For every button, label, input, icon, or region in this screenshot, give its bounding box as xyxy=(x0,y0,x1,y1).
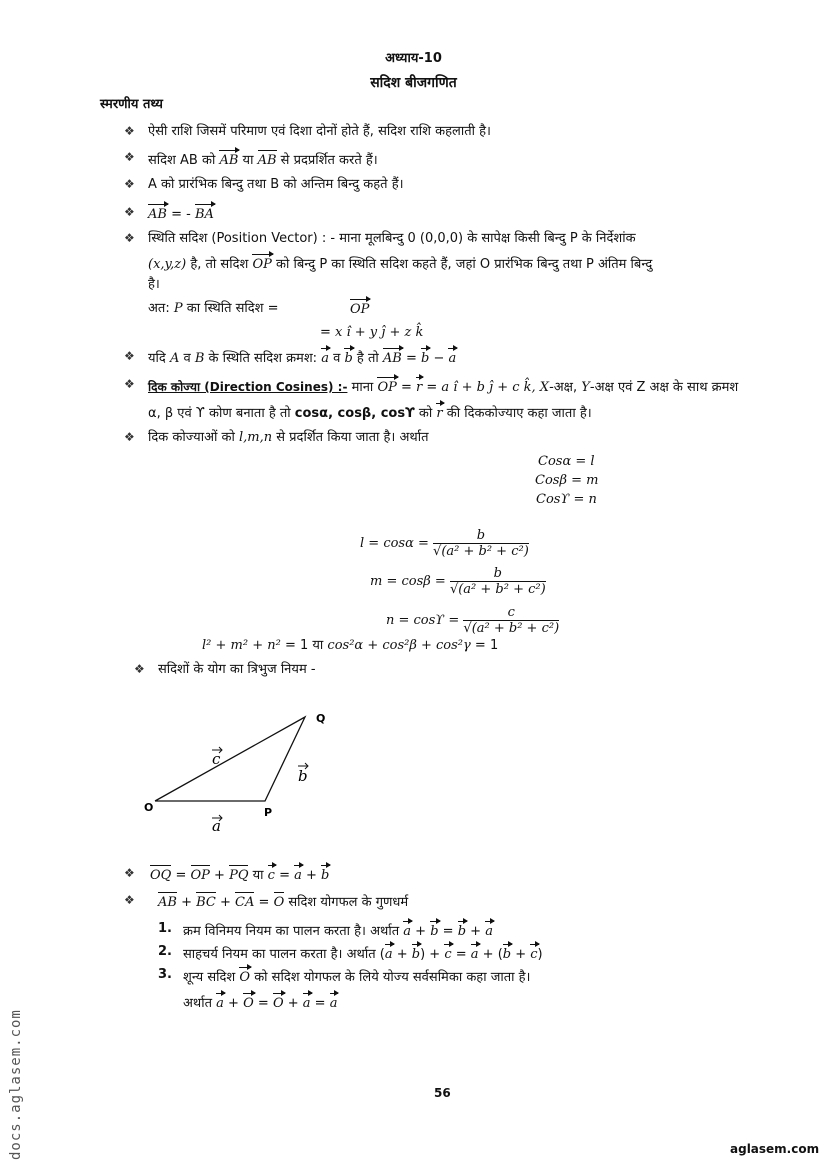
term-heading: दिक कोज्या (Direction Cosines) :- xyxy=(148,380,348,394)
text: को बिन्दु P का स्थिति सदिश कहते हैं, जहां O प्रारंभिक बिन्दु तथा P अंतिम बिन्दु xyxy=(271,257,653,272)
math-expression: a î + b ĵ + c k̂, X xyxy=(441,380,550,395)
svg-text:b: b xyxy=(298,767,308,785)
text: क्रम विनिमय नियम का पालन करता है। अर्थात xyxy=(183,924,404,939)
triangle-law-heading xyxy=(158,661,316,679)
text: + xyxy=(392,947,412,962)
bullet-icon: ❖ xyxy=(124,205,135,219)
text: + xyxy=(209,868,230,883)
bullet-icon: ❖ xyxy=(124,177,135,191)
vector-symbol: a xyxy=(216,992,224,1013)
site-footer: aglasem.com xyxy=(730,1142,820,1156)
vector-symbol: c xyxy=(444,943,451,964)
triangle-law-diagram xyxy=(130,700,350,840)
svg-text:c: c xyxy=(212,750,221,768)
text: को xyxy=(414,406,437,421)
text: है तो xyxy=(352,351,383,366)
vector-symbol: a xyxy=(485,920,493,941)
text: A को प्रारंभिक बिन्दु तथा B को अन्तिम बिन्दु कहते हैं। xyxy=(148,177,404,192)
bullet-icon: ❖ xyxy=(124,349,135,363)
math-expression: l,m,n xyxy=(238,430,273,445)
math-expression: cosα, cosβ, cosϒ xyxy=(294,406,415,421)
text: + xyxy=(466,924,486,939)
text: की दिककोज्याए कहा जाता है। xyxy=(442,406,592,421)
text: = xyxy=(310,996,330,1011)
math-expression: Cosα = l xyxy=(538,454,595,469)
text: के स्थिति सदिश क्रमश: xyxy=(204,351,322,366)
label-q: Q xyxy=(316,712,326,725)
vector-symbol: b xyxy=(503,943,511,964)
math-expression: cos²α + cos²β + cos²γ xyxy=(327,638,471,653)
text: दिक कोज्याओं को xyxy=(148,430,239,445)
fact-scalar-vector xyxy=(148,123,491,141)
text: माना xyxy=(347,380,378,395)
vector-symbol: r xyxy=(416,376,422,397)
fact-oq-sum xyxy=(150,864,329,885)
vector-symbol: OQ xyxy=(150,864,171,885)
vector-symbol: a xyxy=(471,943,479,964)
math-expression: Cosϒ = n xyxy=(536,492,597,507)
fact-position-vector xyxy=(148,230,636,248)
vector-a-label xyxy=(212,815,222,835)
vector-symbol: AB xyxy=(383,347,402,368)
text: शून्य सदिश xyxy=(183,970,240,985)
math-expression: x î + y ĵ + z k̂ xyxy=(335,325,424,340)
math-expression: Cosβ = m xyxy=(535,473,599,488)
property-identity xyxy=(183,966,530,987)
fact-position-vector-cont xyxy=(148,253,652,274)
vector-symbol: b xyxy=(421,347,429,368)
text: = xyxy=(396,380,417,395)
text: = xyxy=(320,325,336,340)
text: है। xyxy=(148,277,160,292)
vector-symbol: AB xyxy=(158,891,177,912)
vector-b-label xyxy=(298,763,308,785)
page-number: 56 xyxy=(434,1086,451,1100)
fact-lmn xyxy=(148,429,429,447)
text: ) xyxy=(537,947,543,962)
text: = 1 या xyxy=(280,638,328,653)
vector-symbol: BC xyxy=(196,891,216,912)
vector-symbol: r xyxy=(436,402,442,423)
fact-vector-notation xyxy=(148,149,378,170)
bullet-icon: ❖ xyxy=(124,150,135,164)
text: + xyxy=(176,895,197,910)
text: व xyxy=(328,351,345,366)
text: व xyxy=(179,351,195,366)
bullet-icon: ❖ xyxy=(124,893,135,907)
fact-ab-difference xyxy=(148,347,456,368)
text: + ( xyxy=(478,947,503,962)
fraction-m: m = cosβ = $\frac{b}{\text{√(a² + b² + c²)}}$ xyxy=(370,566,546,597)
text: + xyxy=(301,868,322,883)
section-heading: स्मरणीय तथ्य xyxy=(100,97,163,112)
text: या xyxy=(238,153,258,168)
triangle-shape xyxy=(155,717,305,801)
text: = xyxy=(274,868,295,883)
vector-symbol: AB xyxy=(258,149,277,170)
vector-symbol: OP xyxy=(350,298,369,319)
text: साहचर्य नियम का पालन करता है। अर्थात ( xyxy=(183,947,385,962)
vector-symbol: c xyxy=(268,864,275,885)
label-o: O xyxy=(144,801,154,814)
vector-symbol: a xyxy=(330,992,338,1013)
text: = xyxy=(401,351,421,366)
bullet-icon: ❖ xyxy=(124,377,135,391)
vector-symbol: b xyxy=(430,920,438,941)
vector-symbol: O xyxy=(243,992,254,1013)
text: सदिश AB को xyxy=(148,153,220,168)
chapter-title: सदिश बीजगणित xyxy=(370,75,457,91)
text: या xyxy=(248,868,268,883)
math-expression: A xyxy=(169,351,180,366)
text: − xyxy=(429,351,449,366)
text: = xyxy=(438,924,458,939)
label-p: P xyxy=(264,806,273,819)
bullet-icon: ❖ xyxy=(124,430,135,444)
math-expression: P xyxy=(173,301,183,316)
bullet-icon: ❖ xyxy=(134,662,145,676)
text: + xyxy=(283,996,303,1011)
vector-symbol: BA xyxy=(195,203,214,224)
text: = xyxy=(422,380,442,395)
vector-symbol: OP xyxy=(377,376,396,397)
vector-symbol: OP xyxy=(252,253,271,274)
text: α, β एवं ϒ कोण बनाता है तो xyxy=(148,406,295,421)
vector-symbol: a xyxy=(321,347,329,368)
vector-symbol: b xyxy=(321,864,329,885)
vector-symbol: a xyxy=(403,920,411,941)
fact-direction-cosines-cont xyxy=(148,402,592,423)
fact-direction-cosines xyxy=(148,376,738,397)
vector-symbol: c xyxy=(530,943,537,964)
text: को सदिश योगफल के लिये योज्य सर्वसमिका कहा जाता है। xyxy=(250,970,531,985)
vector-symbol: a xyxy=(303,992,311,1013)
vector-symbol: a xyxy=(294,864,302,885)
text: सदिशों के योग का त्रिभुज नियम - xyxy=(158,662,316,677)
math-expression: l² + m² + n² xyxy=(202,638,281,653)
vector-symbol: CA xyxy=(235,891,254,912)
vector-symbol: PQ xyxy=(229,864,248,885)
text: अत: xyxy=(148,301,174,316)
list-number-1: 1. xyxy=(158,921,172,936)
math-expression: Y xyxy=(581,380,590,395)
text: + xyxy=(223,996,244,1011)
fact-initial-terminal xyxy=(148,176,404,194)
list-number-3: 3. xyxy=(158,967,172,982)
fact-vector-addition-properties xyxy=(158,891,408,912)
math-expression: B xyxy=(194,351,205,366)
text: से प्रदप्रर्शित करते हैं। xyxy=(276,153,378,168)
text: + xyxy=(511,947,531,962)
text: + xyxy=(411,924,431,939)
text: -अक्ष, xyxy=(549,380,582,395)
text: यदि xyxy=(148,351,170,366)
property-associative xyxy=(183,943,543,964)
text: = - xyxy=(166,207,195,222)
text: सदिश योगफल के गुणधर्म xyxy=(284,895,409,910)
text: से प्रदर्शित किया जाता है। अर्थात xyxy=(272,430,429,445)
bullet-icon: ❖ xyxy=(124,866,135,880)
fact-negative-vector xyxy=(148,203,214,224)
vector-symbol: O xyxy=(239,966,250,987)
property-identity-eq xyxy=(183,992,337,1013)
vector-symbol: AB xyxy=(219,149,238,170)
vector-symbol: b xyxy=(458,920,466,941)
vector-symbol: b xyxy=(344,347,352,368)
bullet-icon: ❖ xyxy=(124,231,135,245)
cos-gamma-eq xyxy=(536,491,597,509)
text: ऐसी राशि जिसमें परिमाण एवं दिशा दोनों होते हैं, सदिश राशि कहलाती है। xyxy=(148,124,491,139)
vector-symbol: b xyxy=(412,943,420,964)
vector-symbol: a xyxy=(385,943,393,964)
text: ) + xyxy=(420,947,445,962)
cos-alpha-eq xyxy=(538,453,595,471)
watermark: docs.aglasem.com xyxy=(8,1009,24,1160)
fact-position-vector-end xyxy=(148,276,160,294)
vector-symbol: OP xyxy=(191,864,210,885)
math-expression: (x,y,z) xyxy=(148,257,187,272)
text: स्थिति सदिश (Position Vector) : - माना मूलबिन्दु 0 (0,0,0) के सापेक्ष किसी बिन्दु P के निर्देशांक xyxy=(148,231,636,246)
bullet-icon: ❖ xyxy=(124,124,135,138)
text: -अक्ष एवं Z अक्ष के साथ क्रमश xyxy=(589,380,739,395)
text: है, तो सदिश xyxy=(186,257,253,272)
cos-beta-eq xyxy=(535,472,598,490)
identity-sum-squares xyxy=(202,637,498,655)
position-vector-op xyxy=(350,298,369,319)
svg-text:a: a xyxy=(212,817,221,835)
position-vector-eq xyxy=(148,300,279,318)
text: अर्थात xyxy=(183,996,217,1011)
position-vector-components xyxy=(320,324,423,342)
list-number-2: 2. xyxy=(158,944,172,959)
text: = xyxy=(254,895,274,910)
text: = xyxy=(171,868,191,883)
text: = 1 xyxy=(470,638,499,653)
vector-symbol: a xyxy=(448,347,456,368)
chapter-number: अध्याय-10 xyxy=(385,51,442,66)
fraction-n: n = cosϒ = $\frac{c}{\text{√(a² + b² + c²)}}$ xyxy=(386,605,560,636)
property-commutative xyxy=(183,920,493,941)
text: का स्थिति सदिश = xyxy=(182,301,279,316)
vector-symbol: O xyxy=(273,992,284,1013)
text: = xyxy=(253,996,273,1011)
text: = xyxy=(451,947,471,962)
fraction-l: l = cosα = $\frac{b}{\text{√(a² + b² + c²)}}$ xyxy=(360,528,529,559)
vector-symbol: AB xyxy=(148,203,167,224)
text: + xyxy=(215,895,236,910)
vector-symbol: O xyxy=(274,891,285,912)
